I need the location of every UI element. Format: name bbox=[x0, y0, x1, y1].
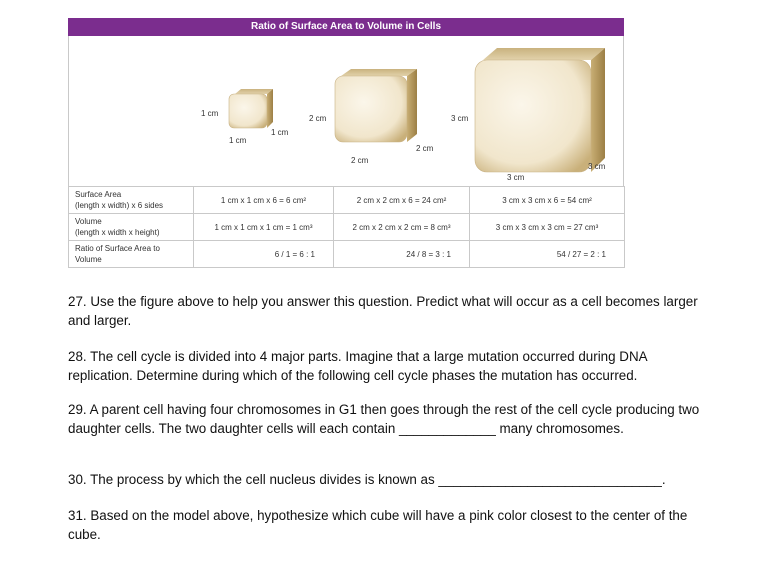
surface-area-figure bbox=[68, 18, 624, 268]
row-label-line: (length x width) x 6 sides bbox=[75, 201, 164, 210]
table-cell: 54 / 27 = 2 : 1 bbox=[470, 241, 625, 268]
cube-3-depth-label: 3 cm bbox=[588, 162, 606, 171]
figure-title: Ratio of Surface Area to Volume in Cells bbox=[68, 18, 624, 36]
cube-3-width-label: 3 cm bbox=[507, 173, 525, 182]
row-label bbox=[69, 187, 194, 214]
question-27 bbox=[68, 292, 748, 330]
row-label bbox=[69, 214, 194, 241]
question-line: 30. The process by which the cell nucleus divides is known as ______________________________. bbox=[68, 472, 666, 487]
table-cell: 6 / 1 = 6 : 1 bbox=[194, 241, 334, 268]
surface-area-table bbox=[68, 186, 625, 268]
row-label-line: Volume bbox=[75, 217, 102, 226]
cube-illustration bbox=[68, 36, 624, 186]
row-label bbox=[69, 241, 194, 268]
question-line: 27. Use the figure above to help you answer this question. Predict what will occur as a cell becomes larger bbox=[68, 294, 698, 309]
cube-3cm bbox=[475, 48, 605, 172]
question-line: 28. The cell cycle is divided into 4 major parts. Imagine that a large mutation occurred during DNA bbox=[68, 349, 648, 364]
cube-1-height-label: 1 cm bbox=[201, 109, 219, 118]
row-label-line: (length x width x height) bbox=[75, 228, 160, 237]
cube-2-width-label: 2 cm bbox=[351, 156, 369, 165]
cube-3-height-label: 3 cm bbox=[451, 114, 469, 123]
question-line: cube. bbox=[68, 527, 101, 542]
row-label-line: Volume bbox=[75, 255, 102, 264]
table-cell: 1 cm x 1 cm x 6 = 6 cm² bbox=[194, 187, 334, 214]
cube-1-depth-label: 1 cm bbox=[271, 128, 289, 137]
table-cell: 1 cm x 1 cm x 1 cm = 1 cm³ bbox=[194, 214, 334, 241]
cube-2-height-label: 2 cm bbox=[309, 114, 327, 123]
cube-1cm bbox=[229, 89, 273, 128]
cube-2cm bbox=[335, 69, 417, 142]
question-line: daughter cells. The two daughter cells will each contain _____________ many chromosomes. bbox=[68, 421, 624, 436]
question-line: 29. A parent cell having four chromosomes in G1 then goes through the rest of the cell cycle producing two bbox=[68, 402, 700, 417]
cube-2-depth-label: 2 cm bbox=[416, 144, 434, 153]
question-29 bbox=[68, 400, 748, 438]
table-row-ratio bbox=[69, 241, 625, 268]
table-row-volume bbox=[69, 214, 625, 241]
table-cell: 2 cm x 2 cm x 2 cm = 8 cm³ bbox=[334, 214, 470, 241]
question-31 bbox=[68, 506, 748, 544]
question-30 bbox=[68, 470, 748, 489]
question-line: and larger. bbox=[68, 313, 132, 328]
table-cell: 3 cm x 3 cm x 3 cm = 27 cm³ bbox=[470, 214, 625, 241]
table-cell: 3 cm x 3 cm x 6 = 54 cm² bbox=[470, 187, 625, 214]
row-label-line: Surface Area bbox=[75, 190, 122, 199]
question-28 bbox=[68, 347, 748, 385]
table-cell: 24 / 8 = 3 : 1 bbox=[334, 241, 470, 268]
cube-1-width-label: 1 cm bbox=[229, 136, 247, 145]
row-label-line: Ratio of Surface Area to bbox=[75, 244, 160, 253]
cubes-drawing bbox=[69, 36, 625, 186]
table-row-surface-area bbox=[69, 187, 625, 214]
question-line: replication. Determine during which of the following cell cycle phases the mutation has occurred. bbox=[68, 368, 638, 383]
question-line: 31. Based on the model above, hypothesize which cube will have a pink color closest to the center of the bbox=[68, 508, 688, 523]
table-cell: 2 cm x 2 cm x 6 = 24 cm² bbox=[334, 187, 470, 214]
